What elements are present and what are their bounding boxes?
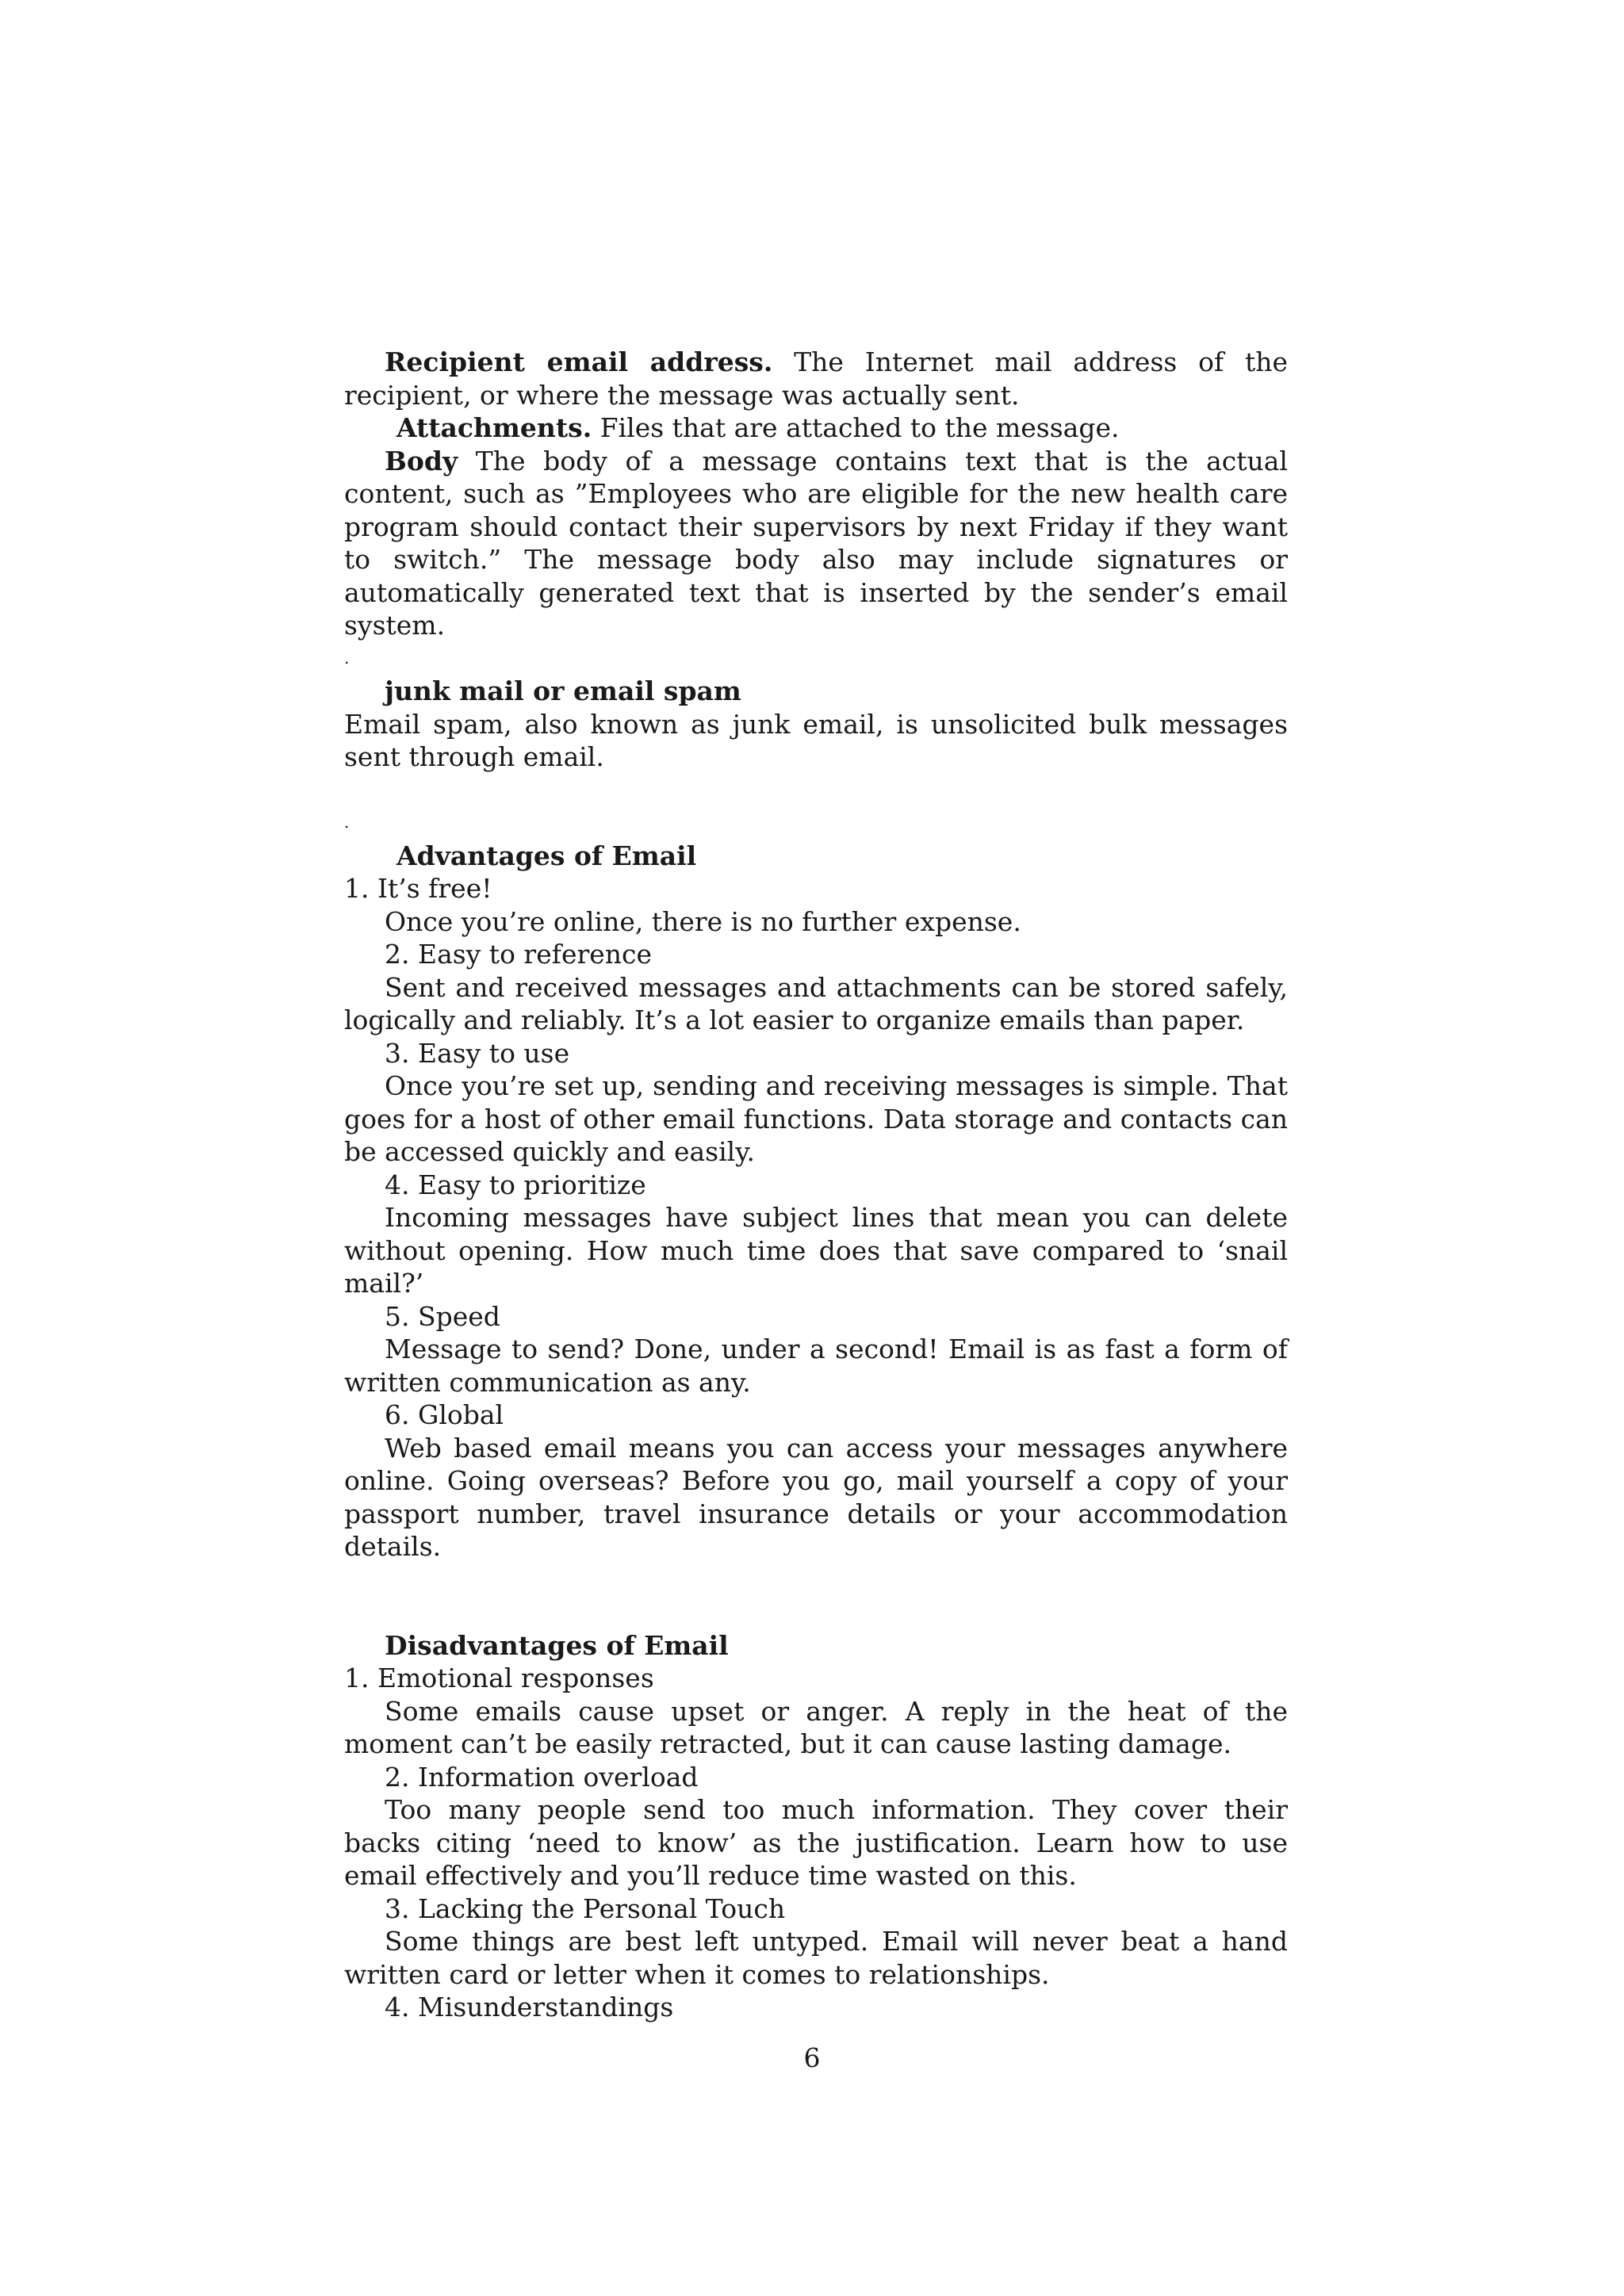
disadvantage-text-3: Some things are best left untyped. Email will never beat a hand written card or letter when it comes to relationships.	[344, 1926, 1288, 1990]
advantage-title-2: 2. Easy to reference	[385, 939, 653, 970]
spam-separator-dot: .	[344, 648, 350, 668]
advantage-text-6: Web based email means you can access your messages anywhere online. Going overseas? Before you go, mail yourself a copy of your passport number, travel insurance details or your accommodation details.	[344, 1432, 1288, 1562]
advantage-text-2: Sent and received messages and attachments can be stored safely, logically and reliably. It’s a lot easier to organize emails than paper.	[344, 971, 1288, 1035]
attachments-text: Files that are attached to the message.	[599, 412, 1120, 443]
attachments-term: Attachments.	[396, 412, 592, 443]
body-term: Body	[385, 445, 458, 476]
advantage-text-4: Incoming messages have subject lines that mean you can delete without opening. How much time does that save compared to ‘snail mail?’	[344, 1202, 1288, 1299]
disadvantage-title-3: 3. Lacking the Personal Touch	[385, 1892, 786, 1924]
disadvantage-text-2: Too many people send too much information. They cover their backs citing ‘need to know’ as the justification. Learn how to use email effectively and you’ll reduce time wasted on this.	[344, 1794, 1288, 1891]
recipient-text: The Internet mail address of the recipient, or where the message was actually sent.	[344, 346, 1288, 411]
page-content	[344, 346, 1288, 2024]
page-number: 6	[803, 2042, 821, 2073]
advantage-title-3: 3. Easy to use	[385, 1037, 570, 1069]
body-text: The body of a message contains text that is the actual content, such as ”Employees who are eligible for the new health care program should contact their supervisors by next Friday if they want to switch.” The message body also may include signatures or automatically generated text that is inserted by the sender’s email system.	[344, 445, 1288, 641]
advantage-text-3: Once you’re set up, sending and receiving messages is simple. That goes for a host of other email functions. Data storage and contacts can be accessed quickly and easily.	[344, 1070, 1288, 1167]
advantage-text-1: Once you’re online, there is no further expense.	[385, 905, 1021, 937]
attachments-definition	[344, 411, 1288, 445]
advantage-text-5: Message to send? Done, under a second! Email is as fast a form of written communication as any.	[344, 1334, 1288, 1398]
disadvantages-heading: Disadvantages of Email	[385, 1629, 729, 1661]
advantage-title-5: 5. Speed	[385, 1300, 500, 1332]
recipient-term: Recipient email address.	[385, 346, 773, 377]
body-definition	[344, 445, 1288, 642]
spam-heading: junk mail or email spam	[385, 675, 741, 706]
advantage-title-6: 6. Global	[385, 1399, 504, 1430]
advantages-separator-dot: .	[344, 813, 350, 832]
advantage-title-1: 1. It’s free!	[344, 873, 492, 904]
spam-text: Email spam, also known as junk email, is unsolicited bulk messages sent through email.	[344, 708, 1288, 772]
recipient-definition	[344, 346, 1288, 411]
advantage-title-4: 4. Easy to prioritize	[385, 1169, 646, 1200]
disadvantage-title-4: 4. Misunderstandings	[385, 1992, 674, 2022]
disadvantage-text-1: Some emails cause upset or anger. A reply in the heat of the moment can’t be easily retracted, but it can cause lasting damage.	[344, 1695, 1288, 1759]
disadvantage-title-2: 2. Information overload	[385, 1761, 699, 1793]
advantages-heading: Advantages of Email	[396, 840, 697, 871]
disadvantage-title-1: 1. Emotional responses	[344, 1663, 654, 1693]
